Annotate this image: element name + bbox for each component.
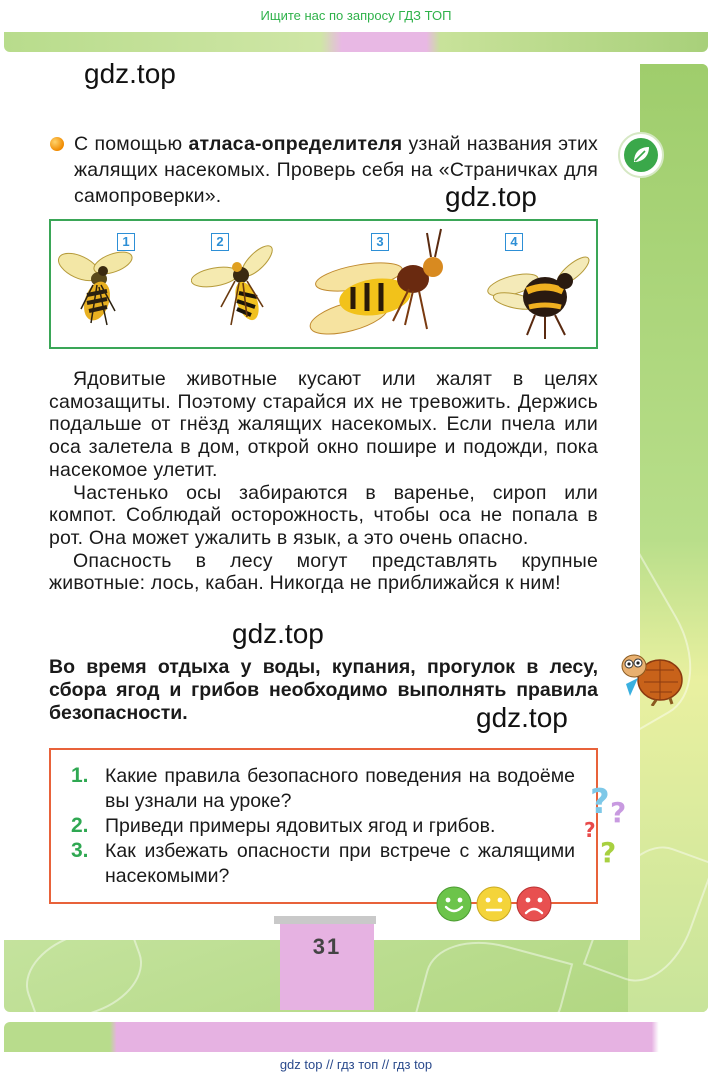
watermark: gdz.top — [445, 181, 537, 212]
watermark: gdz.top — [232, 618, 324, 649]
bottom-banner[interactable]: gdz top // гдз топ // гдз top — [0, 1052, 712, 1082]
task-bold-term: атласа-определителя — [188, 133, 403, 155]
paragraph: Ядовитые животные кусают или жалят в целях самозащиты. Поэтому старайся их не тревожить. Держись подальше от гнёзд жалящих насекомых. Если пчела или оса залетела в дом, открой окно пошире и подожди, пока насекомое улетит. — [49, 368, 598, 481]
safety-rule: Во время отдыха у воды, купания, прогулок в лесу, сбора ягод и грибов необходимо выполнять правила безопасности. — [49, 656, 598, 724]
main-text — [49, 368, 598, 595]
turtle-mascot-icon — [616, 640, 684, 706]
neutral-smiley-icon[interactable] — [476, 886, 512, 922]
paragraph: Частенько осы забираются в варенье, сироп или компот. Соблюдай осторожность, чтобы оса не попала в рот. Она может ужалить в язык, а это очень опасно. — [49, 481, 598, 549]
insect-number-4: 4 — [505, 233, 523, 251]
wasp-illustration — [191, 237, 281, 333]
watermark: gdz.top — [84, 58, 176, 89]
insect-number-3: 3 — [371, 233, 389, 251]
questions-frame — [49, 748, 598, 904]
task-instruction — [74, 131, 598, 209]
insect-number-2: 2 — [211, 233, 229, 251]
previous-page-edge — [4, 32, 708, 52]
page-number-tab — [280, 918, 374, 1010]
eco-leaf-icon — [618, 132, 664, 178]
page-number: 31 — [312, 934, 342, 959]
question-number: 3. — [71, 839, 89, 862]
top-banner[interactable]: Ищите нас по запросу ГДЗ ТОП — [0, 0, 712, 34]
bumblebee-illustration — [487, 245, 597, 341]
question-number: 1. — [71, 764, 89, 787]
question-marks-icon: ? ? ? ? — [584, 782, 627, 869]
insect-number-1: 1 — [117, 233, 135, 251]
paragraph: Опасность в лесу могут представлять крупные животные: лось, кабан. Никогда не приближайся к ним! — [49, 549, 598, 595]
bee-illustration — [57, 239, 137, 331]
question-text: Какие правила безопасного поведения на водоёме вы узнали на уроке? — [105, 765, 575, 812]
task-rest: узнай названия этих жалящих насекомых. Проверь себя на «Страничках для самопроверки». — [74, 133, 598, 207]
hornet-illustration — [309, 225, 459, 345]
orange-bullet-icon — [50, 137, 64, 151]
question-text: Приведи примеры ядовитых ягод и грибов. — [105, 815, 496, 837]
insect-images-frame — [49, 219, 598, 349]
sad-smiley-icon[interactable] — [516, 886, 552, 922]
happy-smiley-icon[interactable] — [436, 886, 472, 922]
question-number: 2. — [71, 814, 89, 837]
watermark: gdz.top — [476, 702, 568, 733]
question-text: Как избежать опасности при встрече с жалящими насекомыми? — [105, 840, 575, 887]
task-prefix: С помощью — [74, 133, 189, 155]
